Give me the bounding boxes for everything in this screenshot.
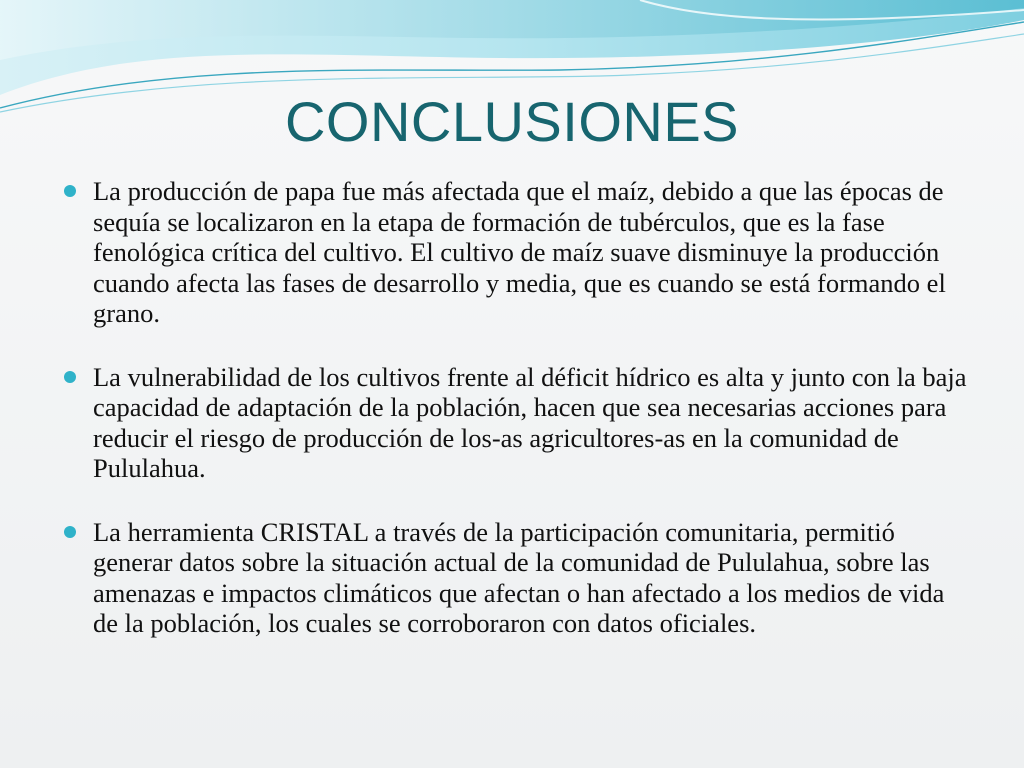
bullet-dot-icon	[64, 526, 76, 538]
bullet-text: La vulnerabilidad de los cultivos frente al déficit hídrico es alta y junto con la baja capacidad de adaptación de la población, hacen que sea necesarias acciones para reducir el riesgo de producción de los-as agricultores-as en la comunidad de Pululahua.	[93, 361, 967, 483]
slide-title: CONCLUSIONES	[284, 90, 740, 153]
bullet-item	[60, 362, 970, 484]
bullet-text: La producción de papa fue más afectada que el maíz, debido a que las épocas de sequía se localizaron en la etapa de formación de tubérculos, que es la fase fenológica crítica del cultivo. El cultivo de maíz suave disminuye la producción cuando afecta las fases de desarrollo y media, que es cuando se está formando el grano.	[93, 176, 946, 328]
bullet-item	[60, 176, 970, 329]
bullet-dot-icon	[64, 371, 76, 383]
bullet-text: La herramienta CRISTAL a través de la participación comunitaria, permitió generar datos sobre la situación actual de la comunidad de Pululahua, sobre las amenazas e impactos climáticos que afectan o han afectado a los medios de vida de la población, los cuales se corroboraron con datos oficiales.	[93, 516, 945, 638]
bullet-list	[60, 176, 970, 672]
bullet-item	[60, 517, 970, 639]
bullet-dot-icon	[64, 185, 76, 197]
